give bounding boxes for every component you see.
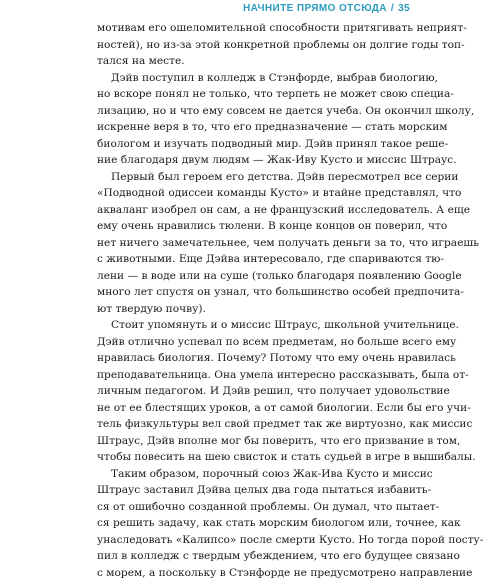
text-line: искренне веря в то, что его предназначение — стать морским — [97, 119, 411, 136]
text-line: Таким образом, порочный союз Жак-Ива Кусто и миссис — [97, 466, 411, 483]
paragraph — [97, 466, 411, 581]
text-line: преподавательница. Она умела интересно рассказывать, была от- — [97, 367, 411, 384]
body-text — [97, 20, 411, 581]
text-line: нравилась биология. Почему? Потому что ему очень нравилась — [97, 350, 411, 367]
page-number: 35 — [398, 3, 410, 14]
text-line: Дэйв отлично успевал по всем предметам, но больше всего ему — [97, 334, 411, 351]
running-head-title: НАЧНИТЕ ПРЯМО ОТСЮДА — [243, 3, 387, 14]
text-line: но вскоре понял не только, что терпеть не может свою специа- — [97, 86, 411, 103]
text-line: ют твердую почву). — [97, 301, 411, 318]
text-line: ему очень нравились тюлени. В конце концов он поверил, что — [97, 218, 411, 235]
text-line: много лет спустя он узнал, что большинство особей предпочита- — [97, 284, 411, 301]
text-line: унаследовать «Калипсо» после смерти Кусто. Но тогда порой посту- — [97, 532, 411, 549]
text-line: пил в колледж с твердым убеждением, что его будущее связано — [97, 548, 411, 565]
paragraph — [97, 317, 411, 466]
text-line: Первый был героем его детства. Дэйв пересмотрел все серии — [97, 169, 411, 186]
text-line: ностей), но из-за этой конкретной проблемы он долгие годы топ- — [97, 37, 411, 54]
text-line: Стоит упомянуть и о миссис Штраус, школьной учительнице. — [97, 317, 411, 334]
text-line: ся решить задачу, как стать морским биологом или, точнее, как — [97, 515, 411, 532]
text-line: тался на месте. — [97, 53, 411, 70]
text-line: Дэйв поступил в колледж в Стэнфорде, выбрав биологию, — [97, 70, 411, 87]
text-line: тель физкультуры вел свой предмет так же виртуозно, как миссис — [97, 416, 411, 433]
text-line: личным педагогом. И Дэйв решил, что получает удовольствие — [97, 383, 411, 400]
text-line: «Подводной одиссеи команды Кусто» и втайне представлял, что — [97, 185, 411, 202]
paragraph — [97, 70, 411, 169]
text-line: Штраус заставил Дэйва целых два года пытаться избавить- — [97, 482, 411, 499]
text-line: не от ее блестящих уроков, а от самой биологии. Если бы его учи- — [97, 400, 411, 417]
running-head-separator: / — [391, 3, 394, 14]
text-line: с животными. Еще Дэйва интересовало, где спариваются тю- — [97, 251, 411, 268]
text-line: биологом и изучать подводный мир. Дэйв принял такое реше- — [97, 136, 411, 153]
running-head — [243, 3, 410, 14]
text-line: Штраус, Дэйв вполне мог бы поверить, что его призвание в том, — [97, 433, 411, 450]
text-line: мотивам его ошеломительной способности притягивать неприят- — [97, 20, 411, 37]
text-line: акваланг изобрел он сам, а не французский исследователь. А еще — [97, 202, 411, 219]
text-line: с морем, а поскольку в Стэнфорде не предусмотрено направление — [97, 565, 411, 581]
text-line: лизацию, но и что ему совсем не дается учеба. Он окончил школу, — [97, 103, 411, 120]
text-line: лени — в воде или на суше (только благодаря появлению Google — [97, 268, 411, 285]
text-line: ние благодаря двум людям — Жак-Иву Кусто и миссис Штраус. — [97, 152, 411, 169]
paragraph — [97, 169, 411, 318]
text-line: ся от ошибочно созданной проблемы. Он думал, что пытает- — [97, 499, 411, 516]
text-line: чтобы повесить на шею свисток и стать судьей в игре в вышибалы. — [97, 449, 411, 466]
text-line: нет ничего замечательнее, чем получать деньги за то, что играешь — [97, 235, 411, 252]
paragraph — [97, 20, 411, 70]
